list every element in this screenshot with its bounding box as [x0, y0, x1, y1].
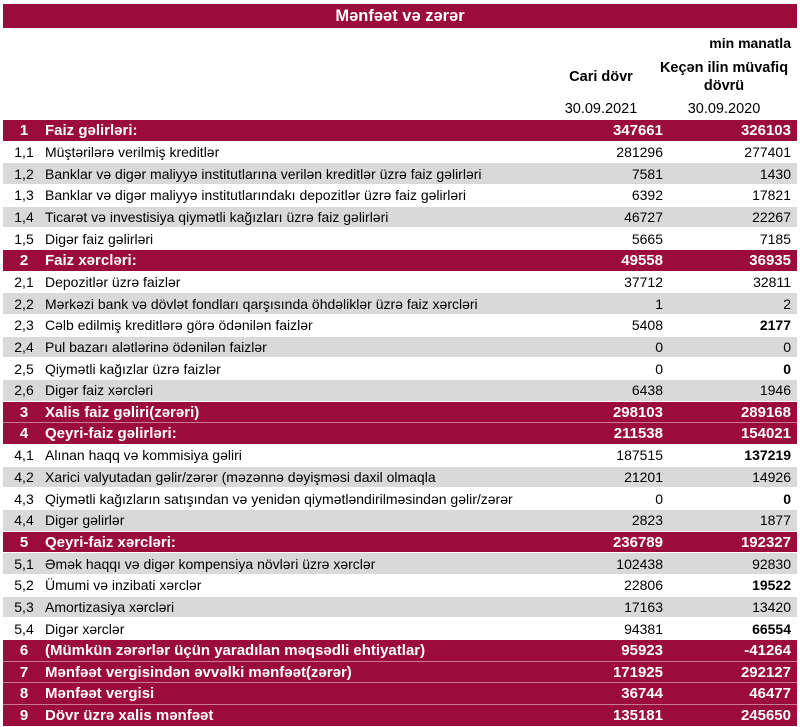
row-num: 9	[19, 706, 29, 724]
table-row	[3, 553, 797, 575]
row-label: Xarici valyutadan gəlir/zərər (məzənnə dəyişməsi daxil olmaqla	[45, 469, 436, 486]
row-label: Xalis faiz gəliri(zərəri)	[45, 403, 200, 421]
table-row	[3, 120, 797, 142]
row-num: 1,1	[14, 144, 34, 160]
row-value-current: 1	[655, 295, 663, 312]
row-value-current: 347661	[612, 121, 663, 139]
row-label: Banklar və digər maliyyə institutlarındakı depozitlər üzrə faiz gəlirləri	[45, 187, 466, 204]
table-row	[3, 575, 797, 597]
row-label: Digər faiz xərcləri	[45, 382, 154, 399]
row-label: Qiymətli kağızların satışından və yenidən qiymətləndirilməsindən gəlir/zərər	[45, 490, 513, 507]
table-row	[3, 228, 797, 250]
row-value-current: 2823	[631, 512, 663, 529]
row-value-current: 236789	[612, 533, 663, 551]
table-row	[3, 467, 797, 489]
table-row	[3, 618, 797, 640]
row-value-current: 95923	[621, 641, 663, 659]
pl-table-body	[3, 120, 797, 727]
row-value-previous: 22267	[752, 209, 791, 226]
row-num: 5,4	[14, 620, 34, 637]
table-row	[3, 293, 797, 315]
row-num: 1,2	[14, 165, 34, 182]
row-value-current: 17163	[624, 599, 663, 616]
row-label: Müştərilərə verilmiş kreditlər	[45, 144, 220, 160]
row-label: Ümumi və inzibati xərclər	[45, 577, 202, 594]
row-label: Qeyri-faiz xərcləri:	[45, 533, 176, 551]
row-num: 2,4	[14, 339, 34, 356]
table-row	[3, 142, 797, 164]
table-row	[3, 510, 797, 532]
row-value-current: 6392	[631, 187, 663, 204]
row-value-current: 5665	[631, 230, 663, 247]
row-value-previous: 0	[783, 339, 791, 356]
row-value-current: 7581	[631, 165, 663, 182]
row-value-previous: 245650	[740, 706, 791, 724]
row-label: Digər gəlirlər	[45, 512, 125, 529]
row-label: Əmək haqqı və digər kompensiya növləri üzrə xərclər	[45, 555, 376, 572]
row-num: 6	[19, 641, 29, 659]
row-value-previous: 137219	[744, 447, 791, 464]
table-row	[3, 488, 797, 510]
table-row	[3, 662, 797, 684]
table-row	[3, 185, 797, 207]
row-value-previous: -41264	[744, 641, 791, 659]
table-row	[3, 683, 797, 705]
table-row	[3, 597, 797, 619]
row-label: Faiz xərcləri:	[45, 251, 137, 269]
row-label: Digər xərclər	[45, 620, 125, 637]
row-value-current: 102438	[616, 555, 663, 572]
column-date-current: 30.09.2021	[564, 101, 638, 117]
row-value-previous: 2177	[759, 317, 791, 334]
row-label: Digər faiz gəlirləri	[45, 230, 154, 247]
row-value-previous: 326103	[740, 121, 791, 139]
row-value-previous: 7185	[759, 230, 791, 247]
row-value-current: 171925	[612, 663, 663, 681]
row-value-current: 187515	[616, 447, 663, 464]
row-num: 8	[19, 685, 29, 703]
table-row	[3, 163, 797, 185]
row-value-previous: 1430	[759, 165, 791, 182]
table-row	[3, 705, 797, 727]
row-value-previous: 46477	[749, 685, 791, 703]
row-label: Mənfəət vergisi	[45, 685, 155, 703]
row-num: 2,2	[14, 295, 34, 312]
row-label: (Mümkün zərərlər üçün yaradılan məqsədli ehtiyatlar)	[45, 641, 426, 659]
row-value-previous: 36935	[749, 251, 791, 269]
row-num: 4,3	[14, 490, 34, 507]
row-num: 2,5	[14, 360, 34, 377]
row-value-previous: 154021	[740, 425, 791, 443]
row-label: Cəlb edilmiş kreditlərə görə ödənilən faizlər	[45, 317, 313, 334]
row-value-current: 36744	[621, 685, 663, 703]
row-num: 2,3	[14, 317, 34, 334]
row-value-current: 49558	[621, 251, 663, 269]
row-value-current: 37712	[624, 274, 663, 291]
table-row	[3, 315, 797, 337]
table-row	[3, 423, 797, 445]
row-label: Ticarət və investisiya qiymətli kağızları üzrə faiz gəlirləri	[45, 209, 389, 226]
row-value-previous: 277401	[744, 144, 791, 160]
row-value-previous: 66554	[752, 620, 791, 637]
row-num: 4,4	[14, 512, 34, 529]
table-row	[3, 640, 797, 662]
row-num: 4,1	[14, 447, 34, 464]
row-label: Dövr üzrə xalis mənfəət	[45, 706, 214, 724]
row-value-previous: 1877	[759, 512, 791, 529]
report-title-bar	[3, 4, 797, 28]
row-value-previous: 92830	[752, 555, 791, 572]
report-title: Mənfəət və zərər	[335, 6, 465, 25]
row-value-current: 211538	[613, 425, 663, 443]
row-value-current: 135181	[612, 706, 663, 724]
row-value-current: 281296	[616, 144, 663, 160]
row-value-previous: 13420	[752, 599, 791, 616]
row-num: 1,4	[14, 209, 34, 226]
row-num: 4,2	[14, 469, 34, 486]
row-label: Alınan haqq və kommisiya gəliri	[45, 447, 242, 464]
table-row	[3, 250, 797, 272]
row-label: Faiz gəlirləri:	[45, 121, 138, 139]
row-num: 1,5	[14, 230, 34, 247]
row-label: Mənfəət vergisindən əvvəlki mənfəət(zərər)	[45, 663, 352, 681]
unit-note: min manatla	[709, 35, 791, 51]
row-num: 7	[19, 663, 29, 681]
table-row	[3, 380, 797, 402]
row-value-previous: 192327	[740, 533, 791, 551]
row-value-previous: 292127	[740, 663, 791, 681]
row-num: 3	[19, 403, 29, 421]
row-value-previous: 2	[783, 295, 791, 312]
row-value-current: 21201	[624, 469, 663, 486]
column-headers	[545, 56, 797, 98]
row-num: 5	[19, 533, 29, 551]
row-value-previous: 289168	[740, 403, 791, 421]
table-row	[3, 358, 797, 380]
row-label: Banklar və digər maliyyə institutlarına verilən kreditlər üzrə faiz gəlirləri	[45, 165, 482, 182]
row-value-current: 0	[655, 360, 663, 377]
row-num: 2	[19, 251, 29, 269]
table-row	[3, 445, 797, 467]
row-value-previous: 0	[783, 360, 791, 377]
table-header	[3, 28, 797, 120]
row-label: Pul bazarı alətlərinə ödənilən faizlər	[45, 339, 267, 356]
row-label: Amortizasiya xərcləri	[45, 599, 175, 616]
row-value-previous: 0	[783, 490, 791, 507]
row-value-current: 0	[655, 339, 663, 356]
row-value-current: 5408	[631, 317, 663, 334]
row-value-previous: 19522	[752, 577, 791, 594]
row-num: 2,6	[14, 382, 34, 399]
row-value-current: 22806	[624, 577, 663, 594]
row-value-current: 6438	[631, 382, 663, 399]
row-num: 1	[19, 121, 29, 139]
column-date-previous: 30.09.2020	[687, 101, 761, 117]
row-value-previous: 1946	[759, 382, 791, 399]
row-value-current: 46727	[624, 209, 663, 226]
row-value-current: 298103	[612, 403, 663, 421]
row-num: 5,2	[14, 577, 34, 594]
table-row	[3, 272, 797, 294]
row-value-previous: 14926	[752, 469, 791, 486]
row-label: Qeyri-faiz gəlirləri:	[45, 425, 177, 443]
table-row	[3, 532, 797, 554]
row-value-previous: 17821	[752, 187, 791, 204]
row-value-previous: 32811	[753, 274, 791, 291]
table-row	[3, 402, 797, 424]
row-value-current: 0	[655, 490, 663, 507]
row-label: Mərkəzi bank və dövlət fondları qarşısında öhdəliklər üzrə faiz xərcləri	[45, 295, 478, 312]
row-num: 4	[19, 425, 29, 443]
row-num: 5,1	[14, 555, 34, 572]
row-num: 2,1	[14, 274, 34, 291]
table-row	[3, 337, 797, 359]
table-row	[3, 207, 797, 229]
column-header-previous: Keçən ilin müvafiq dövrü	[659, 60, 789, 94]
row-label: Depozitlər üzrə faizlər	[45, 274, 181, 291]
row-num: 5,3	[14, 599, 34, 616]
row-label: Qiymətli kağızlar üzrə faizlər	[45, 360, 221, 377]
row-value-current: 94381	[624, 620, 663, 637]
column-dates	[545, 98, 797, 120]
row-num: 1,3	[14, 187, 34, 204]
column-header-current: Cari dövr	[569, 69, 633, 85]
